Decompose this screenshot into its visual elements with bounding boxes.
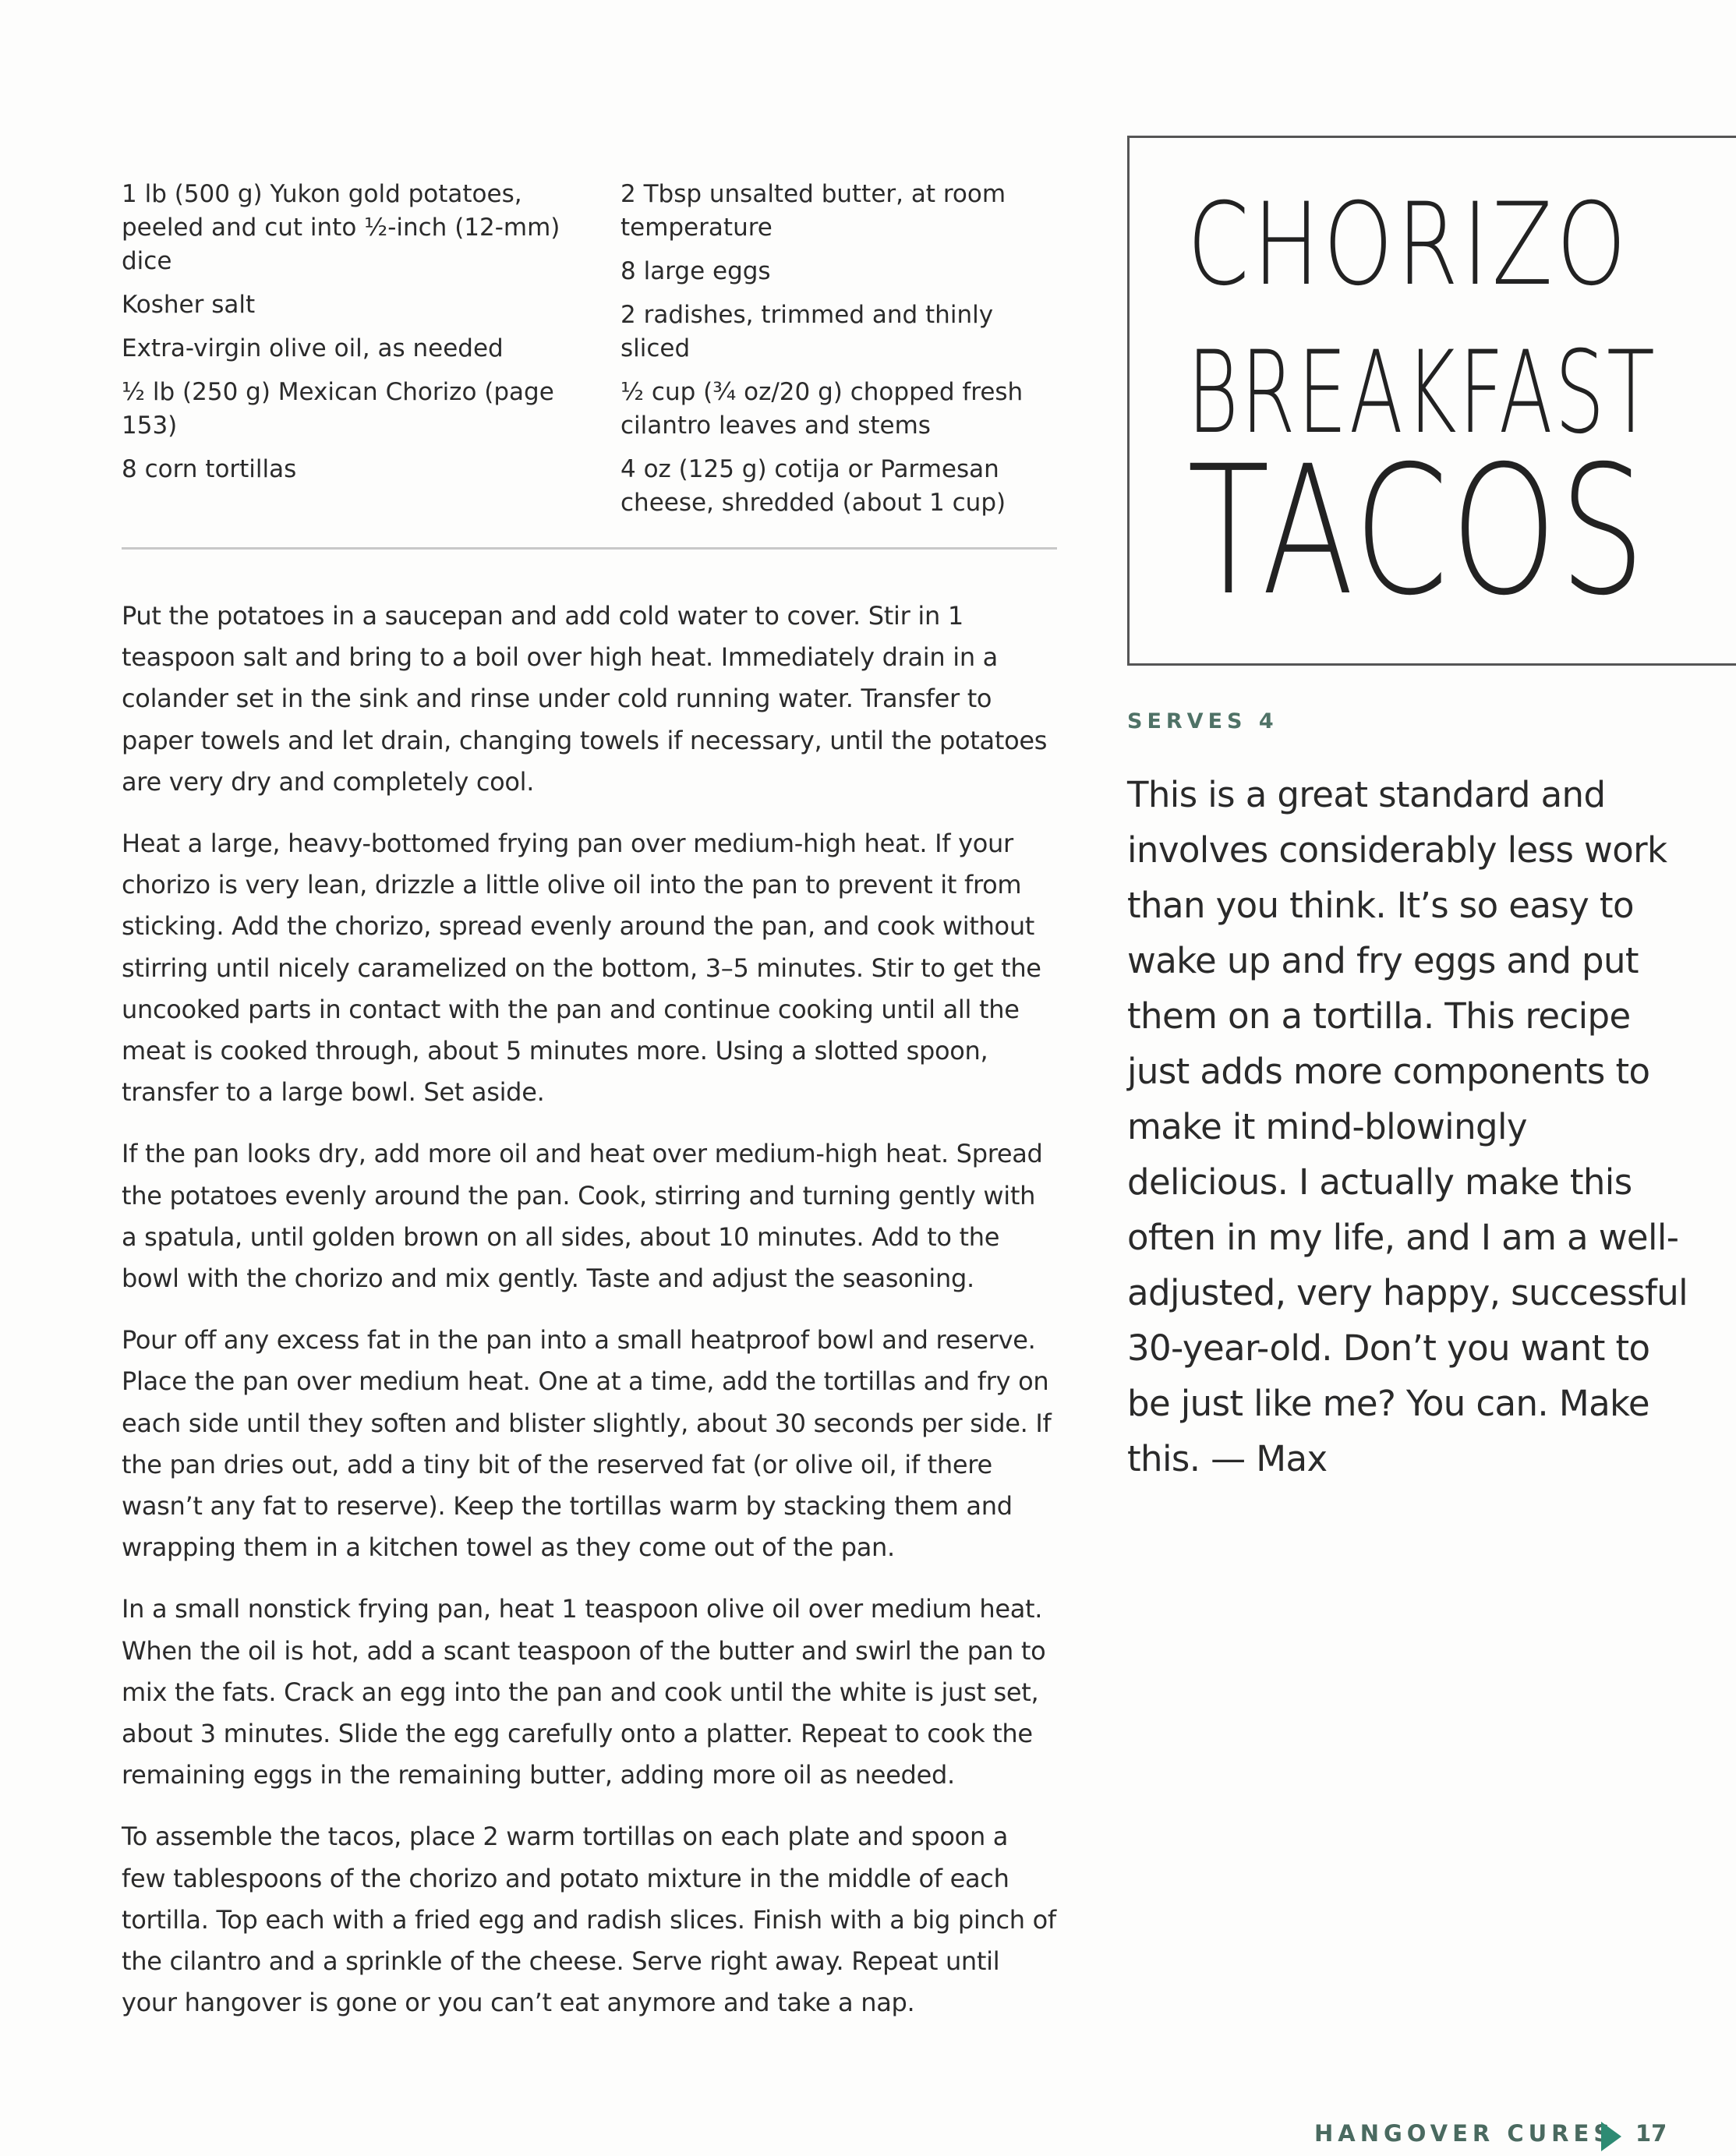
method-steps: [122, 596, 1057, 2045]
ingredient-item: 4 oz (125 g) cotija or Parmesan cheese, shredded (about 1 cup): [621, 455, 1006, 517]
ingredient-item: 2 radishes, trimmed and thinly sliced: [621, 301, 994, 362]
method-step: Pour off any excess fat in the pan into a small heatproof bowl and reserve. Place the pan over medium heat. One at a time, add the tortillas and fry on each side until they soften and blister slightly, about 30 seconds per side. If the pan dries out, add a tiny bit of the reserved fat (or olive oil, if there wasn’t any fat to reserve). Keep the tortillas warm by stacking them and wrapping them in a kitchen towel as they come out of the pan.: [122, 1325, 1052, 1563]
method-step: If the pan looks dry, add more oil and heat over medium-high heat. Spread the potatoes evenly around the pan. Cook, stirring and turning gently with a spatula, until golden brown on all sides, about 10 minutes. Add to the bowl with the chorizo and mix gently. Taste and adjust the seasoning.: [122, 1139, 1043, 1294]
ingredient-item: 8 large eggs: [621, 257, 771, 285]
method-step: Put the potatoes in a saucepan and add cold water to cover. Stir in 1 teaspoon salt and bring to a boil over high heat. Immediately drain in a colander set in the sink and rinse under cold running water. Transfer to paper towels and let drain, changing towels if necessary, until the potatoes are very dry and completely cool.: [122, 601, 1048, 797]
ingredient-item: 1 lb (500 g) Yukon gold potatoes, peeled and cut into ½-inch (12-mm) dice: [122, 180, 560, 275]
ingredient-item: Kosher salt: [122, 291, 256, 319]
page-number: 17: [1635, 2120, 1667, 2147]
triangle-right-icon: [1601, 2122, 1621, 2151]
method-step: To assemble the tacos, place 2 warm tortillas on each plate and spoon a few tablespoons of the chorizo and potato mixture in the middle of each tortilla. Top each with a fried egg and radish slices. Finish with a big pinch of the cilantro and a sprinkle of the cheese. Serve right away. Repeat until your hangover is gone or you can’t eat anymore and take a nap.: [122, 1822, 1056, 2018]
ingredients-column-right: [621, 178, 1057, 530]
ingredient-item: ½ cup (¾ oz/20 g) chopped fresh cilantro leaves and stems: [621, 378, 1024, 440]
recipe-title-box: [1127, 136, 1736, 666]
method-step: Heat a large, heavy-bottomed frying pan over medium-high heat. If your chorizo is very lean, drizzle a little olive oil into the pan to prevent it from sticking. Add the chorizo, spread evenly around the pan, and cook without stirring until nicely caramelized on the bottom, 3–5 minutes. Stir to get the uncooked parts in contact with the pan and continue cooking until all the meat is cooked through, about 5 minutes more. Using a slotted spoon, transfer to a large bowl. Set aside.: [122, 829, 1041, 1108]
recipe-intro: [1127, 767, 1688, 1486]
ingredients-divider: [122, 547, 1057, 550]
serves-label: SERVES 4: [1127, 709, 1278, 733]
footer-section-name: HANGOVER CURES: [1314, 2120, 1615, 2147]
recipe-title-line: TACOS: [1187, 427, 1648, 634]
intro-signature: — Max: [1211, 1438, 1328, 1479]
recipe-title-line: CHORIZO: [1187, 178, 1630, 311]
ingredient-item: ½ lb (250 g) Mexican Chorizo (page 153): [122, 378, 554, 440]
ingredient-item: 2 Tbsp unsalted butter, at room temperature: [621, 180, 1006, 242]
intro-text: This is a great standard and involves considerably less work than you think. It’s so easy to wake up and fry eggs and put them on a tortilla. This recipe just adds more components to make it mind-blowingly delicious. I actually make this often in my life, and I am a well-adjusted, very happy, successful 30-year-old. Don’t you want to be just like me? You can. Make this.: [1127, 774, 1688, 1479]
ingredient-item: Extra-virgin olive oil, as needed: [122, 334, 504, 362]
page-footer: [1314, 2120, 1673, 2156]
ingredient-item: 8 corn tortillas: [122, 455, 297, 483]
method-step: In a small nonstick frying pan, heat 1 teaspoon olive oil over medium heat. When the oil is hot, add a scant teaspoon of the butter and swirl the pan to mix the fats. Crack an egg into the pan and cook until the white is just set, about 3 minutes. Slide the egg carefully onto a platter. Repeat to cook the remaining eggs in the remaining butter, adding more oil as needed.: [122, 1594, 1046, 1790]
ingredients-list: [122, 178, 1057, 517]
recipe-title-line: BREAKFAST: [1187, 327, 1657, 459]
ingredients-column-left: [122, 178, 566, 497]
